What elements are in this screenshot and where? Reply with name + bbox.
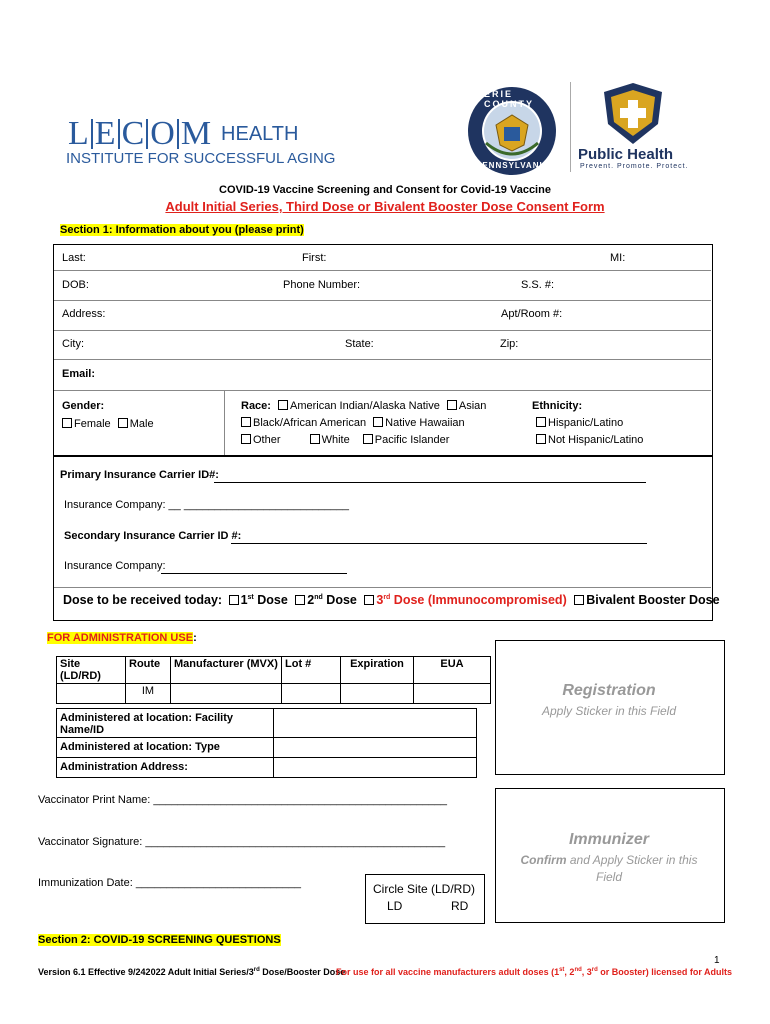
immunization-date[interactable]: Immunization Date: ___________________________: [38, 877, 301, 889]
apt-field[interactable]: Apt/Room #:: [501, 308, 563, 320]
location-table: [56, 708, 477, 778]
race-asian-label: Asian: [458, 400, 487, 412]
race-pi-checkbox[interactable]: [363, 434, 373, 444]
bivalent-label: Bivalent Booster Dose: [586, 593, 720, 607]
col-expiration: Expiration: [341, 657, 414, 684]
expiration-cell[interactable]: [341, 684, 414, 704]
race-white-checkbox[interactable]: [310, 434, 320, 444]
lecom-letter: C: [121, 115, 145, 152]
seal-top-text: ERIE COUNTY: [484, 89, 534, 109]
race-nh-label: Native Hawaiian: [385, 417, 465, 429]
col-site: Site (LD/RD): [57, 657, 126, 684]
primary-insurance-input[interactable]: [214, 482, 646, 483]
zip-field[interactable]: Zip:: [500, 338, 519, 350]
insurance-company-2-label: Insurance Company:: [64, 560, 166, 572]
section2-heading: Section 2: COVID-19 SCREENING QUESTIONS: [38, 934, 281, 946]
admin-heading: [47, 632, 197, 644]
manufacturer-cell[interactable]: [171, 684, 282, 704]
phone-field[interactable]: Phone Number:: [283, 279, 361, 291]
type-input[interactable]: [274, 738, 477, 758]
male-checkbox[interactable]: [118, 418, 128, 428]
admin-heading-colon: :: [193, 632, 197, 644]
dose-3rd-word: Dose (Immunocompromised): [393, 593, 567, 607]
facility-label: Administered at location: Facility Name/ID: [57, 709, 274, 738]
facility-input[interactable]: [274, 709, 477, 738]
dose-3rd-num: 3: [376, 593, 384, 607]
vaccinator-print-name[interactable]: Vaccinator Print Name: ________________________________________________: [38, 794, 447, 806]
last-name-field[interactable]: Last:: [62, 252, 86, 264]
secondary-insurance-label: Secondary Insurance Carrier ID #:: [64, 530, 242, 542]
race-black-checkbox[interactable]: [241, 417, 251, 427]
form-title: COVID-19 Vaccine Screening and Consent for Covid-19 Vaccine: [219, 184, 551, 196]
version-footer: [38, 967, 345, 977]
lecom-letter: L: [68, 115, 89, 152]
race-pi-label: Pacific Islander: [374, 434, 450, 446]
route-cell: IM: [126, 684, 171, 704]
dose-2nd-checkbox[interactable]: [295, 595, 305, 605]
site-rd-option[interactable]: RD: [451, 899, 469, 913]
circle-site-label: Circle Site (LD/RD): [372, 882, 475, 896]
lot-cell[interactable]: [282, 684, 341, 704]
immunizer-sub: [510, 852, 708, 886]
address-field[interactable]: Address:: [62, 308, 106, 320]
race-nh-checkbox[interactable]: [373, 417, 383, 427]
admin-address-label: Administration Address:: [57, 758, 274, 778]
immunizer-title: Immunizer: [568, 831, 649, 848]
first-name-field[interactable]: First:: [302, 252, 327, 264]
note-a: For use for all vaccine manufacturers adult doses (1: [336, 967, 560, 977]
ph-tagline: Prevent. Promote. Protect.: [580, 163, 689, 170]
public-health-logo: [578, 80, 698, 172]
col-eua: EUA: [414, 657, 491, 684]
erie-county-seal: [466, 85, 558, 177]
dose-3rd-checkbox[interactable]: [364, 595, 374, 605]
dose-1st-sup: st: [247, 593, 254, 601]
insurance-company-1[interactable]: Insurance Company: __ ___________________________: [64, 499, 350, 511]
dose-2nd-num: 2: [307, 593, 315, 607]
dose-3rd-sup: rd: [383, 593, 391, 601]
dose-1st-num: 1: [240, 593, 248, 607]
registration-sub: Apply Sticker in this Field: [541, 704, 677, 718]
race-group: [241, 398, 486, 449]
not-hispanic-checkbox[interactable]: [536, 434, 546, 444]
type-label: Administered at location: Type: [57, 738, 274, 758]
lecom-health: HEALTH: [221, 122, 299, 145]
section1-heading: Section 1: Information about you (please print): [60, 224, 304, 236]
dose-2nd-sup: nd: [314, 593, 323, 601]
form-subtitle: Adult Initial Series, Third Dose or Bivalent Booster Dose Consent Form: [165, 199, 605, 214]
note-sup1: st: [559, 967, 565, 973]
note-d: or Booster) licensed for Adults: [597, 967, 732, 977]
race-aian-checkbox[interactable]: [278, 400, 288, 410]
immunizer-rest: and Apply Sticker in this Field: [569, 853, 698, 884]
ph-title: Public Health: [578, 146, 674, 163]
note-c: , 3: [581, 967, 592, 977]
site-ld-option[interactable]: LD: [387, 899, 403, 913]
dose-1st-checkbox[interactable]: [229, 595, 239, 605]
city-field[interactable]: City:: [62, 338, 84, 350]
dose-row: [63, 593, 720, 607]
col-manufacturer: Manufacturer (MVX): [171, 657, 282, 684]
immunizer-confirm: Confirm: [520, 853, 567, 867]
admin-heading-text: FOR ADMINISTRATION USE: [47, 632, 194, 644]
vaccinator-signature[interactable]: Vaccinator Signature: _________________________________________________: [38, 836, 446, 848]
site-cell[interactable]: [57, 684, 126, 704]
secondary-insurance-input[interactable]: [231, 543, 647, 544]
note-sup3: rd: [591, 967, 598, 973]
registration-title: Registration: [562, 682, 656, 699]
bivalent-checkbox[interactable]: [574, 595, 584, 605]
page-number: 1: [714, 955, 720, 966]
logo-divider: [570, 82, 571, 172]
dose-2nd-word: Dose: [326, 593, 357, 607]
race-white-label: White: [321, 434, 350, 446]
shield-icon: [600, 80, 666, 146]
female-label: Female: [74, 418, 111, 430]
admin-address-input[interactable]: [274, 758, 477, 778]
not-hispanic-label: Not Hispanic/Latino: [548, 434, 644, 446]
lecom-institute: INSTITUTE FOR SUCCESSFUL AGING: [66, 150, 336, 167]
col-lot: Lot #: [282, 657, 341, 684]
col-route: Route: [126, 657, 171, 684]
lecom-letter: M: [180, 115, 212, 152]
admin-table: [56, 656, 491, 704]
version-tail: Dose/Booster Dose: [259, 967, 346, 977]
lecom-letter: O: [150, 115, 175, 152]
lecom-letter: E: [94, 115, 116, 152]
race-black-label: Black/African American: [253, 417, 367, 429]
race-label: Race:: [241, 400, 271, 412]
state-field[interactable]: State:: [345, 338, 374, 350]
hispanic-label: Hispanic/Latino: [548, 417, 624, 429]
eua-cell[interactable]: [414, 684, 491, 704]
seal-bottom-text: PENNSYLVANIA: [476, 161, 550, 170]
dose-label: Dose to be received today:: [63, 593, 223, 607]
gender-label: Gender:: [62, 400, 105, 412]
note-b: , 2: [564, 967, 575, 977]
race-aian-label: American Indian/Alaska Native: [290, 400, 440, 412]
dob-field[interactable]: DOB:: [62, 279, 89, 291]
primary-insurance-label: Primary Insurance Carrier ID#:: [60, 469, 219, 481]
ssn-field[interactable]: S.S. #:: [521, 279, 555, 291]
ethnicity-group: [532, 398, 643, 449]
lecom-logo: [66, 112, 336, 172]
hispanic-checkbox[interactable]: [536, 417, 546, 427]
insurance-company-2-input[interactable]: [161, 573, 347, 574]
mi-field[interactable]: MI:: [610, 252, 626, 264]
race-other-label: Other: [253, 434, 281, 446]
note-sup2: nd: [574, 967, 582, 973]
female-checkbox[interactable]: [62, 418, 72, 428]
usage-note: [336, 967, 732, 977]
race-other-checkbox[interactable]: [241, 434, 251, 444]
version-text: Version 6.1 Effective 9/242022 Adult Initial Series/3: [38, 967, 254, 977]
email-field[interactable]: Email:: [62, 368, 96, 380]
race-asian-checkbox[interactable]: [447, 400, 457, 410]
ethnicity-label: Ethnicity:: [532, 400, 583, 412]
gender-options: [62, 418, 154, 430]
dose-1st-word: Dose: [257, 593, 288, 607]
male-label: Male: [129, 418, 154, 430]
version-sup: rd: [253, 967, 260, 973]
